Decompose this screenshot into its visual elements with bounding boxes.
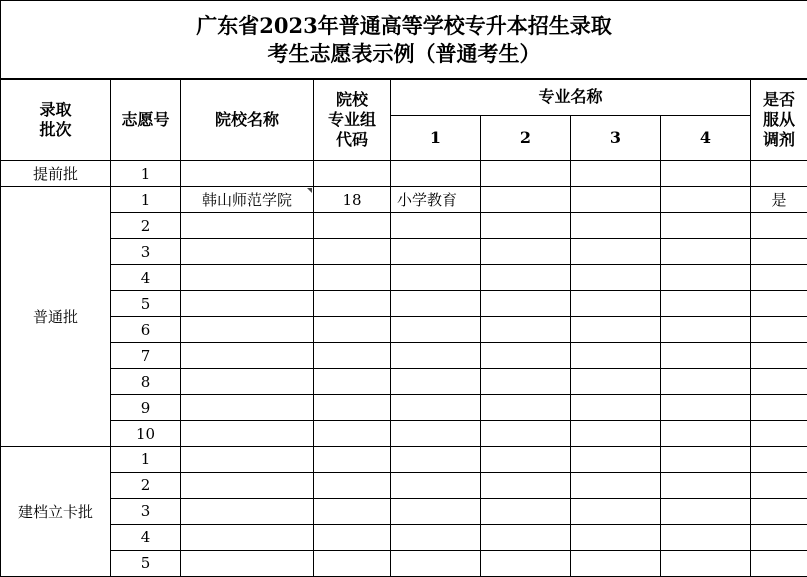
group-code-cell[interactable] xyxy=(314,498,391,524)
school-name-cell[interactable] xyxy=(181,265,314,291)
major-cell-2[interactable] xyxy=(481,213,571,239)
table-row xyxy=(1,317,807,343)
choice-number: 4 xyxy=(111,524,181,550)
major-cell-1[interactable] xyxy=(391,524,481,550)
choice-number: 1 xyxy=(111,161,181,187)
major-cell-4[interactable] xyxy=(661,161,751,187)
major-cell-1[interactable] xyxy=(391,265,481,291)
major-cell-4[interactable] xyxy=(661,291,751,317)
group-code-cell[interactable] xyxy=(314,369,391,395)
school-name-cell[interactable]: 韩山师范学院 xyxy=(181,187,314,213)
header-major-2: 2 xyxy=(481,115,571,160)
table-row xyxy=(1,265,807,291)
title-line-2: 考生志愿表示例（普通考生） xyxy=(267,40,541,66)
header-major-4: 4 xyxy=(661,115,751,160)
table-row xyxy=(1,421,807,447)
title-line-1: 广东省2023年普通高等学校专升本招生录取 xyxy=(196,12,612,38)
major-cell-1[interactable] xyxy=(391,421,481,447)
batch-name: 提前批 xyxy=(1,161,111,187)
major-cell-2[interactable] xyxy=(481,265,571,291)
adjust-cell[interactable] xyxy=(751,550,807,576)
cell-comment-marker-icon xyxy=(307,188,312,193)
group-code-cell[interactable] xyxy=(314,343,391,369)
table-row xyxy=(1,187,807,213)
major-cell-1[interactable] xyxy=(391,343,481,369)
group-code-cell[interactable] xyxy=(314,265,391,291)
major-cell-4[interactable] xyxy=(661,265,751,291)
choice-number: 10 xyxy=(111,421,181,447)
major-cell-3[interactable] xyxy=(571,265,661,291)
major-cell-3[interactable] xyxy=(571,447,661,473)
major-cell-2[interactable] xyxy=(481,187,571,213)
header-group-code: 院校 专业组 代码 xyxy=(314,79,391,161)
group-code-cell[interactable]: 18 xyxy=(314,187,391,213)
batch-name: 建档立卡批 xyxy=(1,447,111,577)
adjust-cell[interactable] xyxy=(751,524,807,550)
table-row xyxy=(1,524,807,550)
major-cell-4[interactable] xyxy=(661,550,751,576)
major-cell-4[interactable] xyxy=(661,239,751,265)
header-choice-no: 志愿号 xyxy=(111,79,181,161)
choice-number: 2 xyxy=(111,472,181,498)
major-cell-2[interactable] xyxy=(481,550,571,576)
major-cell-4[interactable] xyxy=(661,343,751,369)
choice-number: 1 xyxy=(111,187,181,213)
choice-number: 5 xyxy=(111,291,181,317)
school-name-cell[interactable] xyxy=(181,524,314,550)
school-name-cell[interactable] xyxy=(181,317,314,343)
major-cell-4[interactable] xyxy=(661,447,751,473)
major-cell-1[interactable] xyxy=(391,239,481,265)
major-cell-2[interactable] xyxy=(481,369,571,395)
table-row xyxy=(1,395,807,421)
adjust-cell[interactable] xyxy=(751,343,807,369)
major-cell-1[interactable] xyxy=(391,291,481,317)
table-row xyxy=(1,472,807,498)
adjust-cell[interactable] xyxy=(751,447,807,473)
header-major-1: 1 xyxy=(391,115,481,160)
school-name-cell[interactable] xyxy=(181,343,314,369)
adjust-cell[interactable] xyxy=(751,498,807,524)
major-cell-3[interactable] xyxy=(571,498,661,524)
group-code-cell[interactable] xyxy=(314,550,391,576)
header-major-name: 专业名称 xyxy=(391,79,751,115)
adjust-cell[interactable] xyxy=(751,472,807,498)
table-row xyxy=(1,161,807,187)
major-cell-4[interactable] xyxy=(661,187,751,213)
major-cell-3[interactable] xyxy=(571,395,661,421)
major-cell-3[interactable] xyxy=(571,239,661,265)
major-cell-1[interactable] xyxy=(391,213,481,239)
major-cell-1[interactable] xyxy=(391,498,481,524)
school-name-cell[interactable] xyxy=(181,498,314,524)
major-cell-3[interactable] xyxy=(571,161,661,187)
major-cell-2[interactable] xyxy=(481,447,571,473)
major-cell-2[interactable] xyxy=(481,291,571,317)
major-cell-4[interactable] xyxy=(661,213,751,239)
school-name-cell[interactable] xyxy=(181,161,314,187)
batch-name: 普通批 xyxy=(1,187,111,447)
major-cell-3[interactable] xyxy=(571,317,661,343)
major-cell-3[interactable] xyxy=(571,421,661,447)
school-name-cell[interactable] xyxy=(181,472,314,498)
choice-number: 2 xyxy=(111,213,181,239)
major-cell-4[interactable] xyxy=(661,317,751,343)
school-name-cell[interactable] xyxy=(181,395,314,421)
major-cell-3[interactable] xyxy=(571,187,661,213)
group-code-cell[interactable] xyxy=(314,472,391,498)
major-cell-4[interactable] xyxy=(661,369,751,395)
table-row xyxy=(1,369,807,395)
header-major-3: 3 xyxy=(571,115,661,160)
header-school-name: 院校名称 xyxy=(181,79,314,161)
major-cell-1[interactable] xyxy=(391,447,481,473)
form-title xyxy=(1,1,807,80)
table-row xyxy=(1,343,807,369)
adjust-cell[interactable] xyxy=(751,395,807,421)
major-cell-3[interactable] xyxy=(571,472,661,498)
major-cell-2[interactable] xyxy=(481,161,571,187)
header-adjust: 是否 服从 调剂 xyxy=(751,79,807,161)
adjust-cell[interactable] xyxy=(751,291,807,317)
school-name-cell[interactable] xyxy=(181,213,314,239)
major-cell-3[interactable] xyxy=(571,524,661,550)
table-row xyxy=(1,447,807,473)
choice-number: 3 xyxy=(111,239,181,265)
major-cell-4[interactable] xyxy=(661,498,751,524)
header-batch: 录取 批次 xyxy=(1,79,111,161)
adjust-cell[interactable] xyxy=(751,265,807,291)
group-code-cell[interactable] xyxy=(314,239,391,265)
school-name-cell[interactable] xyxy=(181,421,314,447)
major-cell-3[interactable] xyxy=(571,343,661,369)
table-row xyxy=(1,498,807,524)
major-cell-1[interactable]: 小学教育 xyxy=(391,187,481,213)
choice-number: 9 xyxy=(111,395,181,421)
group-code-cell[interactable] xyxy=(314,421,391,447)
school-name-cell[interactable] xyxy=(181,447,314,473)
adjust-cell[interactable]: 是 xyxy=(751,187,807,213)
major-cell-4[interactable] xyxy=(661,421,751,447)
major-cell-1[interactable] xyxy=(391,161,481,187)
major-cell-4[interactable] xyxy=(661,524,751,550)
major-cell-1[interactable] xyxy=(391,550,481,576)
major-cell-2[interactable] xyxy=(481,395,571,421)
choice-number: 1 xyxy=(111,447,181,473)
major-cell-2[interactable] xyxy=(481,498,571,524)
choice-number: 6 xyxy=(111,317,181,343)
major-cell-3[interactable] xyxy=(571,369,661,395)
major-cell-2[interactable] xyxy=(481,343,571,369)
major-cell-1[interactable] xyxy=(391,369,481,395)
school-name-cell[interactable] xyxy=(181,369,314,395)
group-code-cell[interactable] xyxy=(314,524,391,550)
choice-number: 8 xyxy=(111,369,181,395)
group-code-cell[interactable] xyxy=(314,161,391,187)
school-name-cell[interactable] xyxy=(181,550,314,576)
major-cell-4[interactable] xyxy=(661,472,751,498)
major-cell-2[interactable] xyxy=(481,239,571,265)
adjust-cell[interactable] xyxy=(751,421,807,447)
major-cell-2[interactable] xyxy=(481,421,571,447)
major-cell-2[interactable] xyxy=(481,472,571,498)
group-code-cell[interactable] xyxy=(314,213,391,239)
choice-number: 7 xyxy=(111,343,181,369)
major-cell-1[interactable] xyxy=(391,395,481,421)
group-code-cell[interactable] xyxy=(314,317,391,343)
table-row xyxy=(1,213,807,239)
major-cell-3[interactable] xyxy=(571,291,661,317)
major-cell-2[interactable] xyxy=(481,524,571,550)
major-cell-3[interactable] xyxy=(571,213,661,239)
choice-number: 5 xyxy=(111,550,181,576)
adjust-cell[interactable] xyxy=(751,161,807,187)
table-row xyxy=(1,291,807,317)
major-cell-2[interactable] xyxy=(481,317,571,343)
school-name-cell[interactable] xyxy=(181,291,314,317)
group-code-cell[interactable] xyxy=(314,447,391,473)
adjust-cell[interactable] xyxy=(751,369,807,395)
major-cell-4[interactable] xyxy=(661,395,751,421)
school-name-cell[interactable] xyxy=(181,239,314,265)
adjust-cell[interactable] xyxy=(751,317,807,343)
major-cell-1[interactable] xyxy=(391,472,481,498)
major-cell-1[interactable] xyxy=(391,317,481,343)
group-code-cell[interactable] xyxy=(314,291,391,317)
table-row xyxy=(1,239,807,265)
adjust-cell[interactable] xyxy=(751,213,807,239)
table-row xyxy=(1,550,807,576)
choice-number: 3 xyxy=(111,498,181,524)
group-code-cell[interactable] xyxy=(314,395,391,421)
adjust-cell[interactable] xyxy=(751,239,807,265)
choice-number: 4 xyxy=(111,265,181,291)
major-cell-3[interactable] xyxy=(571,550,661,576)
